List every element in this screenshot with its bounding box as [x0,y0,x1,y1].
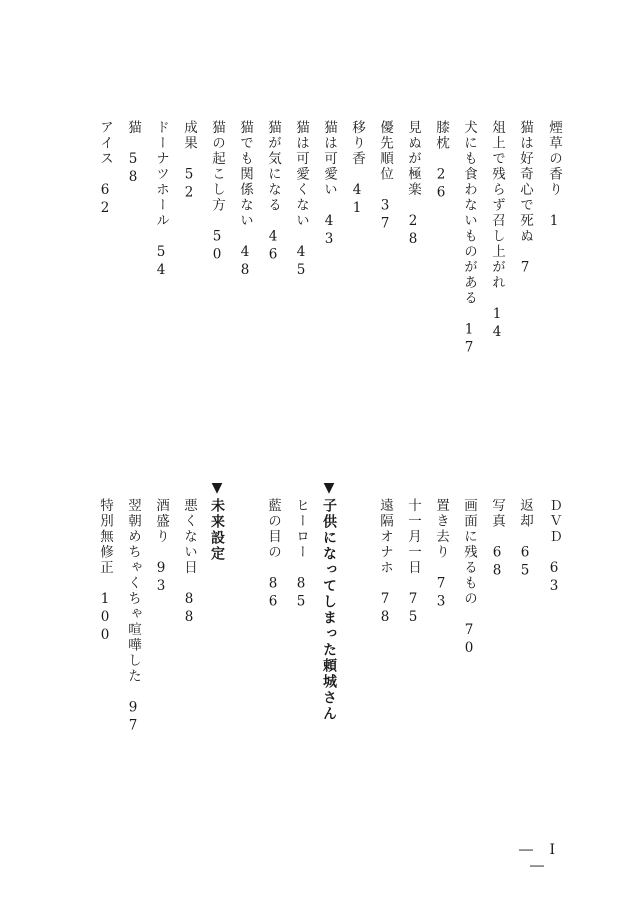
toc-entry: 藍の目の 86 [265,498,281,612]
toc-entry: ＤＶＤ 63 [546,498,562,596]
section-heading: ▼子供になってしまった頼城さん [321,480,337,722]
toc-entry: ドーナツホール 54 [153,120,169,280]
toc-entry: 十一月一日 75 [405,498,421,627]
toc-entry: 画面に残るもの 70 [461,498,477,658]
toc-entry: 猫の起こし方 50 [209,120,225,265]
toc-entry: 猫は可愛くない 45 [293,120,309,280]
toc-entry: 猫が気になる 46 [265,120,281,265]
toc-entry: 移り香 41 [349,120,365,218]
toc-entry: 返却 65 [517,498,533,581]
toc-entry: 翌朝めちゃくちゃ喧嘩した 97 [125,498,141,736]
toc-entry: 猫 58 [125,120,141,187]
toc-entry: 成果 52 [181,120,197,203]
toc-entry: 優先順位 37 [377,120,393,234]
toc-entry: 悪くない日 88 [181,498,197,627]
toc-entry: 特別無修正 100 [97,498,113,645]
toc-entry: 見ぬが極楽 28 [405,120,421,249]
toc-entry: 遠隔オナホ 78 [377,498,393,627]
toc-entry: 猫は好奇心で死ぬ 7 [517,120,533,278]
toc-entry: アイス 62 [97,120,113,218]
section-heading: ▼未来設定 [209,480,225,562]
toc-entry: 写真 68 [489,498,505,581]
toc-entry: 酒盛り 93 [153,498,169,596]
toc-entry: 置き去り 73 [433,498,449,612]
toc-entry: 猫でも関係ない 48 [237,120,253,280]
page-number: ― Ⅰ ― [519,842,561,874]
toc-entry: 猫は可愛い 43 [321,120,337,249]
toc-entry: 俎上で残らず召し上がれ 14 [489,120,505,342]
toc-entry: ヒーロー 85 [293,498,309,612]
toc-entry: 煙草の香り 1 [546,120,562,231]
toc-entry: 犬にも食わないものがある 17 [461,120,477,358]
toc-entry: 膝枕 26 [433,120,449,203]
